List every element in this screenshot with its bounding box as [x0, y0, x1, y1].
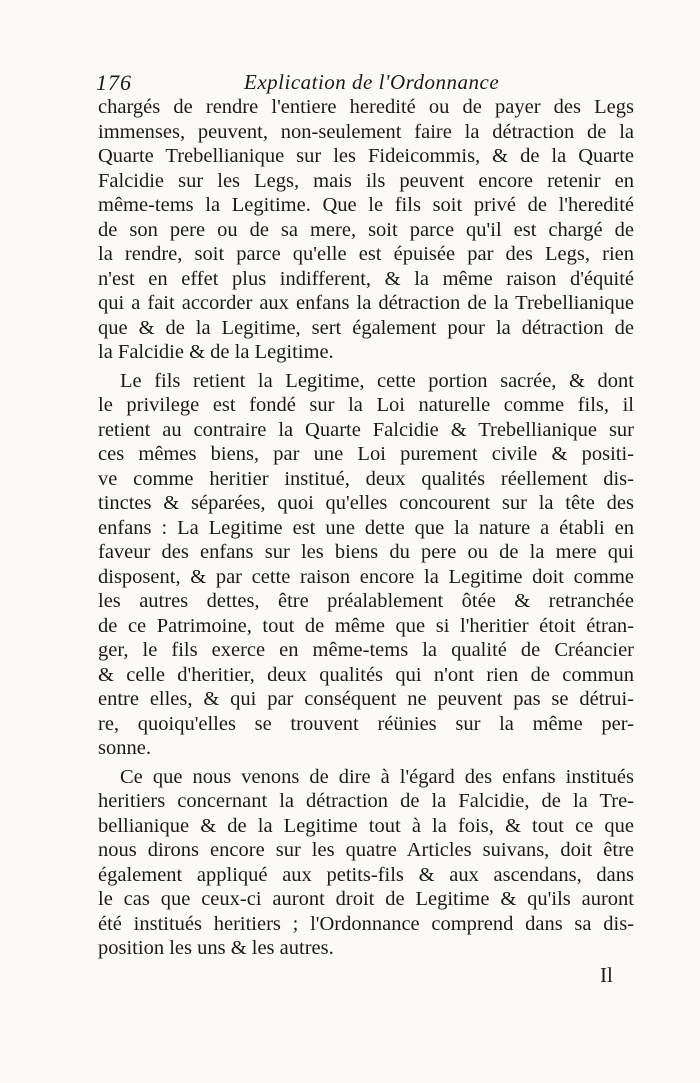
text-line: nous dirons encore sur les quatre Articles suivans, doit être [98, 839, 634, 861]
text-line: qui a fait accorder aux enfans la détraction de la Trebellianique [98, 292, 634, 314]
text-line: sonne. [98, 737, 151, 759]
text-line: Le fils retient la Legitime, cette portion sacrée, & dont [120, 369, 634, 392]
text-line: Ce que nous venons de dire à l'égard des enfans institués [120, 765, 634, 788]
text-line: de son pere ou de sa mere, soit parce qu'il est chargé de [98, 218, 634, 241]
paragraph-1 [98, 95, 634, 365]
text-line: également appliqué aux petits-fils & aux ascendans, dans [98, 863, 634, 886]
catchword: Il [600, 963, 613, 987]
text-line: même-tems la Legitime. Que le fils soit privé de l'heredité [98, 194, 634, 216]
text-line: faveur des enfans sur les biens du pere ou de la mere qui [98, 541, 634, 563]
text-line: ger, le fils exerce en même-tems la qualité de Créancier [98, 639, 634, 661]
body-text [98, 95, 634, 961]
text-line: retient au contraire la Quarte Falcidie & Trebellianique sur [98, 418, 634, 441]
text-line: la Falcidie & de la Legitime. [98, 341, 334, 363]
paragraph-2 [98, 369, 634, 761]
text-line: enfans : La Legitime est une dette que la nature a établi en [98, 516, 634, 539]
text-line: chargés de rendre l'entiere heredité ou de payer des Legs [98, 96, 634, 118]
text-line: le privilege est fondé sur la Loi naturelle comme fils, il [98, 394, 634, 416]
text-line: disposent, & par cette raison encore la Legitime doit comme [98, 565, 634, 588]
paragraph-3 [98, 765, 634, 961]
text-line: Quarte Trebellianique sur les Fideicommis, & de la Quarte [98, 145, 634, 167]
running-title: Explication de l'Ordonnance [244, 70, 500, 94]
text-line: position les uns & les autres. [98, 937, 334, 959]
text-line: ces mêmes biens, par une Loi purement civile & positi- [98, 443, 634, 465]
text-line: Falcidie sur les Legs, mais ils peuvent encore retenir en [98, 169, 634, 192]
text-line: re, quoiqu'elles se trouvent réünies sur la même per- [98, 712, 634, 735]
text-line: les autres dettes, être préalablement ôtée & retranchée [98, 590, 634, 612]
text-line: entre elles, & qui par conséquent ne peuvent pas se détrui- [98, 688, 634, 710]
text-line: tinctes & séparées, quoi qu'elles concourent sur la tête des [98, 492, 634, 514]
text-line: immenses, peuvent, non-seulement faire la détraction de la [98, 120, 634, 143]
text-line: que & de la Legitime, sert également pour la détraction de [98, 316, 634, 339]
text-line: de ce Patrimoine, tout de même que si l'heritier étoit étran- [98, 614, 634, 637]
text-line: bellianique & de la Legitime tout à la fois, & tout ce que [98, 814, 634, 837]
text-line: le cas que ceux-ci auront droit de Legitime & qu'ils auront [98, 888, 634, 910]
page-number: 176 [96, 70, 132, 95]
text-line: heritiers concernant la détraction de la Falcidie, de la Tre- [98, 790, 634, 812]
text-line: ve comme heritier institué, deux qualités réellement dis- [98, 467, 634, 490]
text-line: & celle d'heritier, deux qualités qui n'ont rien de commun [98, 663, 634, 686]
text-line: n'est en effet plus indifferent, & la même raison d'équité [98, 267, 634, 290]
text-line: la rendre, soit parce qu'elle est épuisée par des Legs, rien [98, 243, 634, 265]
text-line: été institués heritiers ; l'Ordonnance comprend dans sa dis- [98, 912, 634, 935]
